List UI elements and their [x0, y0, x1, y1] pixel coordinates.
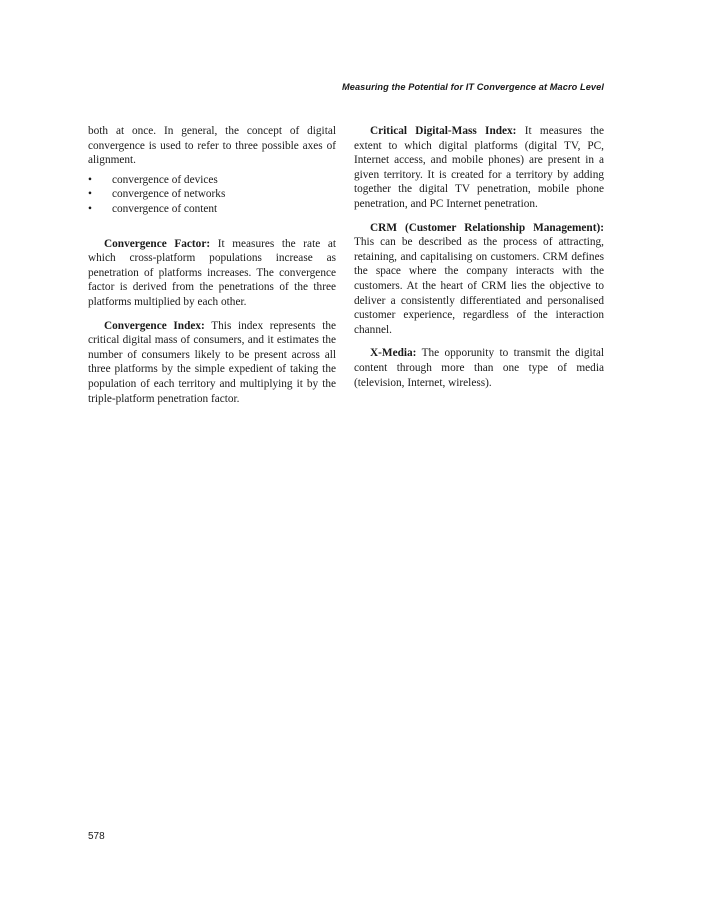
list-item	[88, 202, 336, 217]
right-column	[354, 124, 604, 399]
intro-paragraph: both at once. In general, the concept of digital convergence is used to refer to three possible axes of alignment.	[88, 125, 336, 167]
bullet-icon: •	[88, 173, 92, 186]
left-column	[88, 124, 336, 415]
glossary-definition: This index represents the critical digital mass of consumers, and it estimates the number of consumers likely to be present across all three platforms by the simple expedient of taking the population of each territory and multiplying it by the triple-platform penetration factor.	[88, 319, 336, 405]
glossary-definition: The opporunity to transmit the digital content through more than one type of media (television, Internet, wireless).	[354, 347, 604, 389]
list-item-text: convergence of devices	[112, 173, 218, 186]
bullet-icon: •	[88, 202, 92, 215]
list-item	[88, 173, 336, 188]
list-item-text: convergence of networks	[112, 188, 226, 201]
glossary-definition: It measures the extent to which digital platforms (digital TV, PC, Internet access, and mobile phones) are present in a given territory. It is created for a territory by adding together the digital TV penetration, mobile phone penetration, and PC Internet penetration.	[354, 125, 605, 210]
glossary-entry-critical-digital-mass-index	[354, 124, 604, 212]
glossary-term: Convergence Index:	[104, 319, 205, 332]
page-number: 578	[88, 831, 105, 842]
list-item	[88, 187, 336, 202]
glossary-entry-crm	[354, 221, 604, 338]
glossary-entry-x-media	[354, 346, 604, 390]
glossary-definition: This can be described as the process of attracting, retaining, and capitalising on customers. CRM defines the space where the company interacts with the customers. At the heart of CRM lies the objective to deliver a consistently differentiated and personalised customer experience, regardless of the interaction channel.	[354, 236, 604, 336]
glossary-term: Critical Digital-Mass Index:	[370, 125, 517, 137]
glossary-entry-convergence-factor	[88, 237, 336, 310]
glossary-term: CRM (Customer Relationship Management):	[370, 221, 604, 234]
glossary-term: Convergence Factor:	[104, 237, 211, 250]
convergence-axes-list	[88, 173, 336, 217]
glossary-entry-convergence-index	[88, 319, 336, 407]
list-item-text: convergence of content	[112, 202, 218, 215]
glossary-definition: It measures the rate at which cross-platform populations increase as penetration of platforms increases. The convergence factor is derived from the penetrations of the three platforms multiplied by each other.	[88, 237, 336, 308]
running-header: Measuring the Potential for IT Convergence at Macro Level	[342, 82, 604, 92]
glossary-term: X-Media:	[370, 347, 417, 360]
bullet-icon: •	[88, 188, 92, 201]
